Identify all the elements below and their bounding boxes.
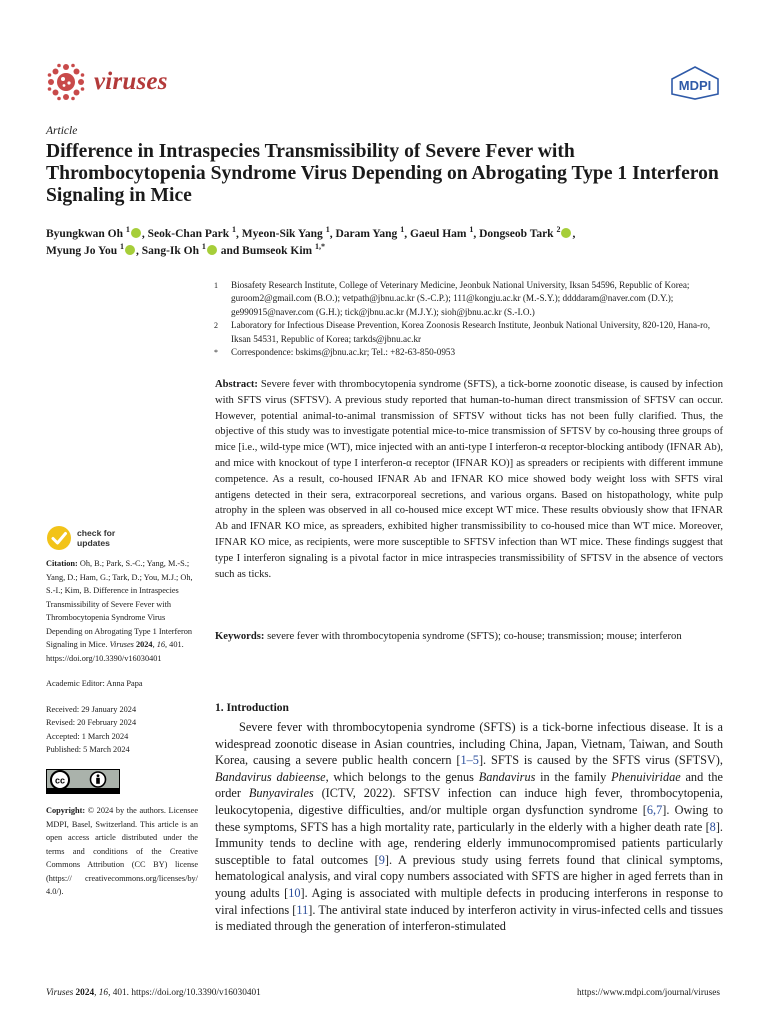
text-span: ]. The antiviral state induced by interferon activity in virus-infected cells and tissues is mediated through the generation of interferon-stimulated: [215, 902, 723, 934]
journal-logo[interactable]: [46, 62, 168, 102]
orcid-icon[interactable]: [561, 228, 571, 238]
text-span: , which belongs to the genus: [325, 769, 479, 784]
intro-body: [215, 719, 723, 935]
affiliation-text: Laboratory for Infectious Disease Prevention, Korea Zoonosis Research Institute, Jeonbuk National University, 820-120, Hana-ro, Iksan 54531, Republic of Korea; tarkds@jbnu.ac.kr: [231, 320, 711, 344]
text-span: and the order: [215, 769, 723, 801]
author-name[interactable]: Gaeul Ham: [409, 228, 467, 240]
reference-link[interactable]: 8: [709, 819, 716, 834]
journal-name: viruses: [94, 68, 168, 95]
abstract-text: Severe fever with thrombocytopenia syndrome (SFTS), a tick-borne zoonotic disease, is caused by infection with SFTS virus (SFTSV). A previous study reported that human-to-human direct transmission of SFTSV can occur. However, potential animal-to-animal transmission of SFTSV without ticks has not been fully clarified. Thus, the objective of this study was to investigate potential mice-to-mice transmission of SFTSV by co-housing three groups of mice [i.e., wild-type mice (WT), mice injected with an anti-type I interferon-α receptor-blocking antibody (IFNAR Ab), and mice with knockout of type I interferon-α receptor (IFNAR KO)] as spreaders or recipients with different immune competence. As a result, co-housed IFNAR Ab and IFNAR KO mice showed body weight loss with SFTS viral antigens detected in their sera, extracorporeal secretions, and various organs. Based on histopathology, white pulp atrophy in the spleen was observed in all co-housed mice except WT mice. These results obviously show that IFNAR Ab and IFNAR KO mice, as spreaders, exhibited higher transmissibility to co-housed mice than WT mice. Moreover, IFNAR KO mice, as recipients, were more susceptible to SFTSV infection than WT mice. These findings suggest that type I interferon signaling is a pivotal factor in mice intraspecies transmissibility of SFTSV in the absence of vectors such as ticks.: [215, 379, 723, 580]
affiliation-2: [214, 319, 729, 346]
reference-link[interactable]: 1–5: [460, 753, 479, 768]
affiliation-marker: 2: [556, 225, 561, 235]
mdpi-logo-icon: [670, 66, 720, 100]
article-title: Difference in Intraspecies Transmissibility of Severe Fever with Thrombocytopenia Syndrome Virus Depending on Abrogating Type 1 Interferon Signaling in Mice: [46, 141, 719, 206]
date-received: Received: 29 January 2024: [46, 704, 137, 714]
author-name[interactable]: and Bumseok Kim: [220, 245, 313, 257]
footer-journal-url[interactable]: https://www.mdpi.com/journal/viruses: [577, 988, 720, 998]
text-span: ]. Aging is associated with multiple defects in producing interferons in response to viral infections [: [215, 885, 724, 917]
citation-volume: 16: [156, 640, 166, 649]
sidebar: [46, 525, 198, 899]
check-for-updates-icon: [46, 525, 72, 551]
text-span: ]. Owing to these symptoms, SFTS has a high mortality rate, particularly in the elderly with a higher death rate [: [215, 802, 724, 834]
citation-journal: Viruses: [109, 640, 134, 649]
affiliation-marker: 1: [125, 225, 130, 235]
mdpi-logo-text: MDPI: [678, 78, 712, 93]
correspondence-text[interactable]: Correspondence: bskims@jbnu.ac.kr; Tel.: +82-63-850-0953: [231, 347, 456, 358]
footer-journal: Viruses: [46, 988, 74, 998]
affiliation-marker: 2: [214, 321, 218, 331]
citation-year: 2024: [135, 640, 153, 649]
author-name[interactable]: Myeon-Sik Yang: [241, 228, 323, 240]
text-span: ]. A previous study using ferrets found that clinical symptoms, hematological analysis, and viral copy numbers associated with SFTS are higher in aged ferrets than in young adults [: [215, 852, 723, 900]
keywords: [215, 629, 723, 645]
correspondence: [214, 346, 729, 359]
text-span: in the family: [535, 769, 612, 784]
copyright-label: Copyright:: [46, 806, 86, 815]
author-name[interactable]: Seok-Chan Park: [147, 228, 230, 240]
author-name[interactable]: Byungkwan Oh: [46, 228, 124, 240]
citation-label: Citation:: [46, 559, 78, 568]
affiliation-marker: 1: [120, 242, 125, 252]
keywords-text: severe fever with thrombocytopenia syndrome (SFTS); co-house; transmission; mouse; interferon: [267, 631, 682, 642]
affiliations: [214, 279, 729, 359]
affiliation-marker: 1: [214, 281, 218, 290]
text-span: Severe fever with thrombocytopenia syndrome (SFTS) is a tick-borne infectious disease. It is a widespread zoonotic disease in Asian countries, including China, Japan, Vietnam, Taiwan, and South Korea, causing a severe public health concern [: [215, 720, 723, 768]
cc-by-license-icon[interactable]: [46, 769, 120, 794]
reference-link[interactable]: 9: [378, 852, 385, 867]
affiliation-marker: 1,*: [315, 242, 326, 252]
section-heading: 1. Introduction: [215, 702, 289, 714]
footer-year: 2024: [75, 988, 95, 998]
citation: Citation: Oh, B.; Park, S.-C.; Yang, M.-S.; Yang, D.; Ham, G.; Tark, D.; You, M.J.; Oh, S.-I.; Kim, B. Difference in Intraspecies Transmissibility of Severe Fever with Thrombocytopenia Syndrome Virus Depending on Abrogating Type 1 Interferon Signaling in Mice. Viruses 2024, 16, 401. https://doi.org/10.3390/v16030401: [46, 559, 193, 663]
italic-term: Bunyavirales: [248, 786, 314, 801]
author-name[interactable]: Dongseob Tark: [479, 228, 554, 240]
check-for-updates-line1: check for: [77, 528, 116, 538]
article-type: Article: [46, 125, 78, 137]
reference-link[interactable]: 11: [296, 902, 309, 917]
affiliation-marker: 1: [469, 225, 474, 235]
author-name[interactable]: Myung Jo You: [46, 245, 118, 257]
reference-link[interactable]: 6,7: [646, 802, 663, 817]
citation-doi[interactable]: , 401. https://doi.org/10.3390/v16030401: [46, 640, 184, 663]
date-accepted: Accepted: 1 March 2024: [46, 731, 129, 741]
affiliation-marker: 1: [325, 225, 330, 235]
text-span: ]. SFTS is caused by the SFTS virus (SFTSV),: [478, 753, 723, 768]
mdpi-logo[interactable]: [670, 66, 720, 100]
italic-term: Bandavirus dabieense: [215, 769, 326, 784]
copyright-text: © 2024 by the authors. Licensee MDPI, Basel, Switzerland. This article is an open access article distributed under the terms and conditions of the Creative Commons Attribution (CC BY) license (https:// creativecommons.org/licenses/by/ 4.0/).: [46, 806, 199, 896]
copyright: [46, 804, 198, 899]
affiliation-marker: 1: [400, 225, 405, 235]
orcid-icon[interactable]: [207, 245, 217, 255]
footer-citation: Viruses 2024, 16, 401. https://doi.org/10.3390/v16030401: [46, 988, 261, 998]
virus-logo-icon: [46, 62, 86, 102]
affiliation-marker: *: [214, 348, 218, 358]
reference-link[interactable]: 10: [288, 885, 301, 900]
text-span: (ICTV, 2022). SFTSV infection can induce high fever, thrombocytopenia, leukocytopenia, digestive difficulties, and/or multiple organ dysfunction syndrome [: [215, 786, 723, 817]
orcid-icon[interactable]: [131, 228, 141, 238]
citation-text: Oh, B.; Park, S.-C.; Yang, M.-S.; Yang, D.; Ham, G.; Tark, D.; You, M.J.; Oh, S.-I.; Kim, B. Difference in Intraspecies Transmissibility of Severe Fever with Thrombocytopenia Syndrome Virus Depending on Abrogating Type 1 Interferon Signaling in Mice.: [46, 559, 193, 649]
affiliation-1: [214, 279, 729, 319]
date-published: Published: 5 March 2024: [46, 745, 130, 754]
italic-term: Phenuiviridae: [611, 769, 681, 784]
affiliation-text: Biosafety Research Institute, College of Veterinary Medicine, Jeonbuk National University, Iksan 54596, Republic of Korea; guroom2@gmail.com (B.O.); vetpath@jbnu.ac.kr (S.-C.P.); 111@kongju.ac.kr (M.-S.Y.); ddddaram@naver.com (D.Y.); ge990915@naver.com (G.H.); tick@jbnu.ac.kr (M.J.Y.); sioh@jbnu.ac.kr (S.-I.O.): [231, 280, 690, 317]
intro-paragraph: [215, 719, 723, 935]
keywords-label: Keywords:: [215, 631, 265, 642]
abstract-label: Abstract:: [215, 379, 258, 390]
footer-volume: 16: [98, 988, 109, 998]
affiliation-marker: 1: [232, 225, 237, 235]
academic-editor: Academic Editor: Anna Papa: [46, 679, 143, 688]
author-name[interactable]: Sang-Ik Oh: [141, 245, 199, 257]
italic-term: Bandavirus: [478, 769, 536, 784]
footer-doi[interactable]: , 401. https://doi.org/10.3390/v16030401: [108, 988, 261, 998]
orcid-icon[interactable]: [125, 245, 135, 255]
svg-text:cc: cc: [54, 775, 66, 785]
affiliation-marker: 1: [201, 242, 206, 252]
date-revised: Revised: 20 February 2024: [46, 718, 137, 727]
author-list: Byungkwan Oh $^1$ , Seok-Chan Park $^1$, Myeon-Sik Yang $^1$, Daram Yang $^1$, Gaeul Ham $^1$, Dongseob Tark $^2$ , Myung Jo You $^1$ , Sang-Ik Oh $^1$ and Bumseok Kim $^{1,*}$: [46, 225, 576, 257]
abstract: [215, 377, 723, 582]
author-name[interactable]: Daram Yang: [335, 228, 398, 240]
check-for-updates-button[interactable]: [46, 525, 198, 551]
check-for-updates-line2: updates: [77, 538, 110, 548]
text-span: ]. Immunity tends to decline with age, rendering elderly immunocompromised patients particularly susceptible to fatal outcomes [: [215, 819, 723, 867]
